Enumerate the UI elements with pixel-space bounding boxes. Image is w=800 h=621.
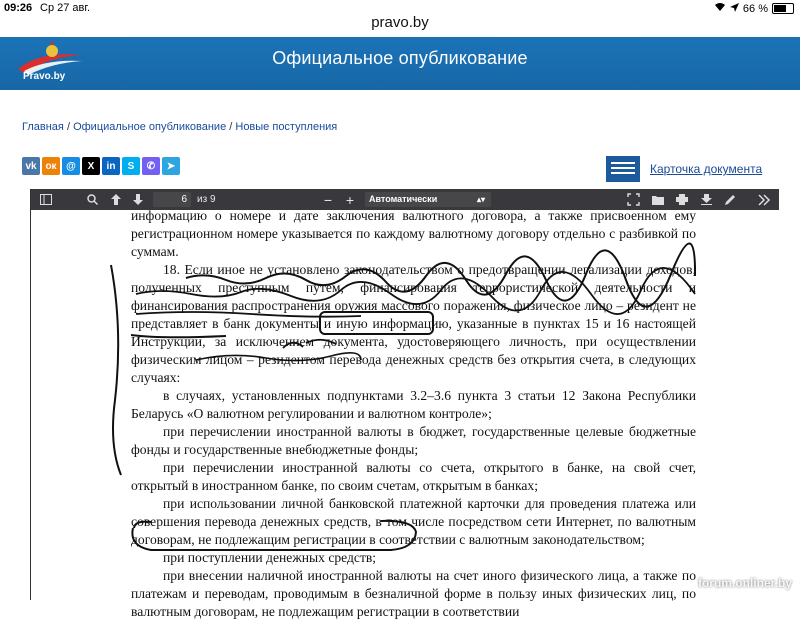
document-card-icon (606, 156, 640, 182)
chevron-down-icon: ▴▾ (476, 195, 485, 204)
previous-page-icon[interactable] (109, 192, 123, 207)
document-paragraph: информацию о номере и дате заключения валютного договора, а также присвоенном ему регистрационном номере указывается по каждому валютному договору отдельно с разбивкой по суммам. (131, 208, 696, 259)
breadcrumb-official-publication[interactable]: Официальное опубликование (73, 121, 227, 133)
document-paragraph: при перечислении иностранной валюты со счета, открытого в банке, на свой счет, открытый в иностранном банке, по своим счетам, открытым в банках; (131, 460, 696, 493)
page-number-input[interactable]: 6 (153, 192, 191, 207)
open-file-icon[interactable] (651, 192, 665, 207)
document-card-link[interactable] (606, 156, 762, 182)
address-bar[interactable]: pravo.by (371, 14, 429, 31)
vk-icon[interactable]: vk (22, 157, 40, 175)
telegram-icon[interactable]: ➤ (162, 157, 180, 175)
breadcrumb-new-arrivals[interactable]: Новые поступления (235, 121, 338, 133)
breadcrumb-separator: / (66, 121, 74, 133)
document-paragraph: при внесении наличной иностранной валюты на счет иного физического лица, а также по платежам и переводам, проводимым в безналичной форме в пользу иных физических лиц, по валютным договорам, не подлежащим регистрации в соответствии (131, 568, 696, 619)
status-date: Ср 27 авг. (40, 2, 91, 14)
zoom-value: Автоматически (369, 194, 438, 204)
battery-percent: 66 % (742, 2, 768, 15)
breadcrumb (22, 121, 337, 133)
zoom-out-icon[interactable]: − (323, 191, 333, 208)
zoom-select[interactable] (365, 192, 491, 207)
status-time: 09:26 (4, 2, 33, 14)
document-paragraph: при перечислении иностранной валюты в бюджет, государственные целевые бюджетные фонды и государственные внебюджетные фонды; (131, 424, 696, 457)
edit-icon[interactable] (723, 192, 737, 207)
sidebar-toggle-icon[interactable] (39, 192, 53, 207)
print-icon[interactable] (675, 192, 689, 207)
document-paragraph: в случаях, установленных подпунктами 3.2–3.6 пункта 3 статьи 12 Закона Республики Беларусь «О валютном регулировании и валютном контроле»; (131, 388, 696, 421)
moimir-icon[interactable]: @ (62, 157, 80, 175)
fullscreen-icon[interactable] (626, 192, 640, 207)
odnoklassniki-icon[interactable]: ок (42, 157, 60, 175)
breadcrumb-home[interactable]: Главная (22, 121, 64, 133)
site-header (0, 37, 800, 90)
next-page-icon[interactable] (131, 192, 145, 207)
page-total: из 9 (197, 194, 216, 205)
share-bar (22, 157, 180, 175)
download-icon[interactable] (699, 192, 713, 207)
document-paragraph: при поступлении денежных средств; (163, 550, 377, 565)
linkedin-icon[interactable]: in (102, 157, 120, 175)
skype-icon[interactable]: S (122, 157, 140, 175)
pdf-viewer (30, 189, 779, 619)
page-title: Официальное опубликование (272, 48, 528, 68)
viber-icon[interactable]: ✆ (142, 157, 160, 175)
document-text (131, 207, 696, 621)
document-paragraph: 18. Если иное не установлено законодательством о предотвращении легализации доходов, полученных преступным путем, финансирования террористической деятельности и финансирования распространения оружия массового поражения, физическое лицо – резидент не представляет в банк документы и иную информацию, указанные в пунктах 15 и 16 настоящей Инструкции, за исключением документа, удостоверяющего личность, при осуществлении физическим лицом – резидентом перевода денежных средств без открытия счета, в следующих случаях: (131, 262, 696, 385)
watermark: forum.onliner.by (697, 576, 792, 590)
document-paragraph: при использовании личной банковской платежной карточки для проведения платежа или совершения перевода денежных средств, в том числе посредством сети Интернет, по валютным договорам, не подлежащим регистрации в соответствии с валютным законодательством; (131, 496, 696, 547)
document-card-label[interactable]: Карточка документа (650, 162, 763, 176)
location-icon (730, 3, 739, 15)
search-icon[interactable] (85, 192, 99, 207)
pdf-page (31, 208, 779, 619)
x-icon[interactable]: X (82, 157, 100, 175)
tools-menu-icon[interactable] (757, 192, 771, 207)
breadcrumb-separator: / (229, 121, 236, 133)
battery-icon (772, 3, 794, 14)
zoom-in-icon[interactable]: + (345, 191, 355, 208)
logo-text: Pravo.by (23, 71, 66, 82)
